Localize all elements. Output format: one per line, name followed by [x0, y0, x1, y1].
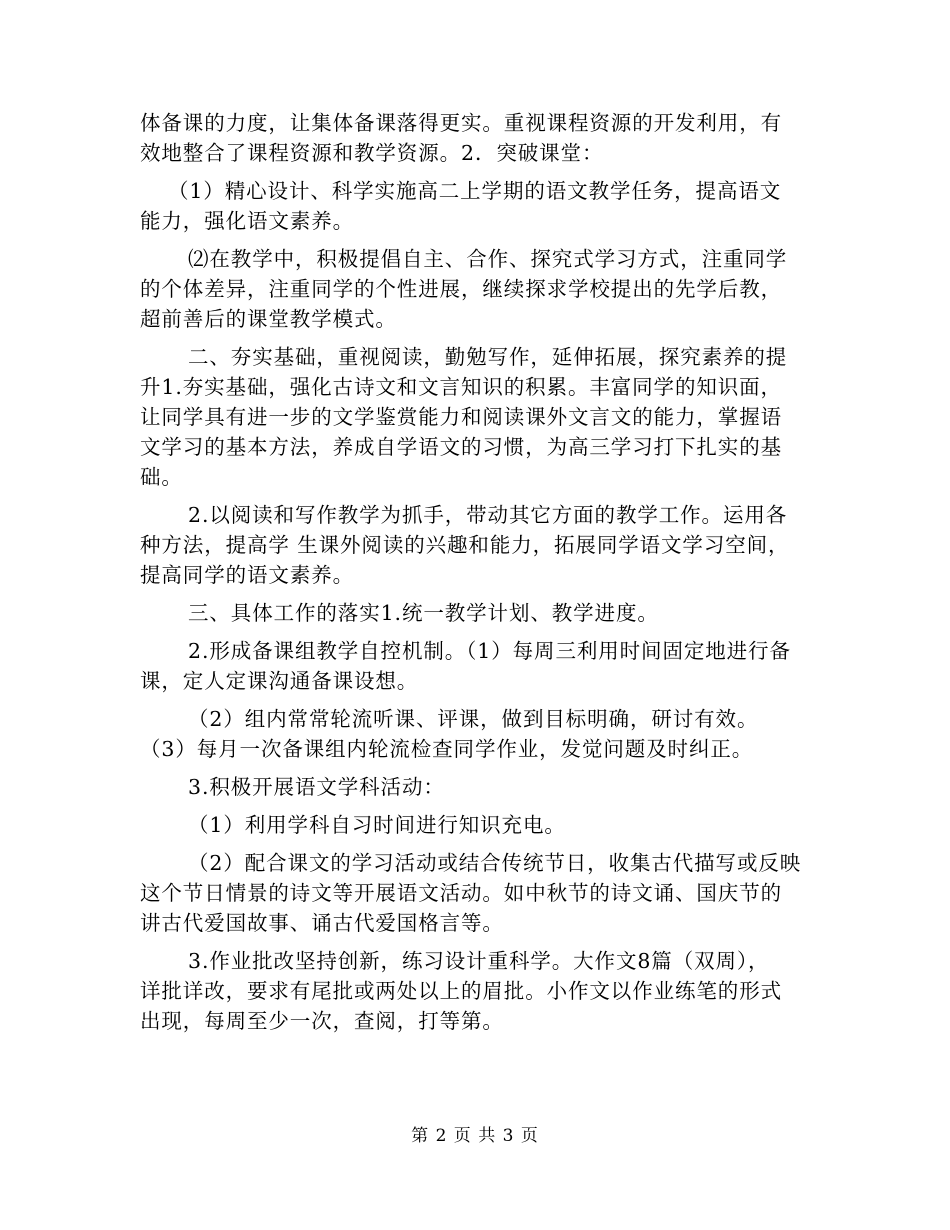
- page-number-label: 第 2 页 共 3 页: [411, 1126, 539, 1146]
- page-footer: [0, 1124, 950, 1148]
- body-line: 2.以阅读和写作教学为抓手，带动其它方面的教学工作。运用各: [188, 503, 788, 527]
- body-line: 的个体差异，注重同学的个性进展，继续探求学校提出的先学后教，: [140, 277, 782, 301]
- body-line: 体备课的力度，让集体备课落得更实。重视课程资源的开发利用，有: [140, 111, 782, 135]
- body-line: 超前善后的课堂教学模式。: [140, 307, 397, 331]
- body-line: 3.积极开展语文学科活动：: [188, 775, 445, 799]
- body-line: （3）每月一次备课组内轮流检查同学作业，发觉问题及时纠正。: [140, 737, 754, 761]
- body-line: 三、具体工作的落实1.统一教学计划、教学进度。: [188, 601, 659, 625]
- body-line: 出现，每周至少一次，查阅，打等第。: [140, 1009, 504, 1033]
- body-line: 这个节日情景的诗文等开展语文活动。如中秋节的诗文诵、国庆节的: [140, 881, 782, 905]
- body-line: 效地整合了课程资源和教学资源。2．突破课堂：: [140, 141, 604, 165]
- body-line: 能力，强化语文素养。: [140, 209, 354, 233]
- body-line: 础。: [140, 465, 183, 489]
- body-line: ⑵在教学中，积极提倡自主、合作、探究式学习方式，注重同学: [188, 247, 788, 271]
- body-line: 二、夯实基础，重视阅读，勤勉写作，延伸拓展，探究素养的提: [188, 345, 788, 369]
- body-line: 2.形成备课组教学自控机制。（1）每周三利用时间固定地进行备: [188, 639, 791, 663]
- body-line: 详批详改，要求有尾批或两处以上的眉批。小作文以作业练笔的形式: [140, 979, 782, 1003]
- body-line: （1）精心设计、科学实施高二上学期的语文教学任务，提高语文: [168, 179, 782, 203]
- body-line: （1）利用学科自习时间进行知识充电。: [188, 813, 566, 837]
- body-line: （2）组内常常轮流听课、评课，做到目标明确，研讨有效。: [188, 707, 759, 731]
- body-line: （2）配合课文的学习活动或结合传统节日，收集古代描写或反映: [188, 851, 802, 875]
- body-line: 文学习的基本方法，养成自学语文的习惯，为高三学习打下扎实的基: [140, 435, 782, 459]
- body-line: 让同学具有进一步的文学鉴赏能力和阅读课外文言文的能力，掌握语: [140, 405, 782, 429]
- body-line: 升1.夯实基础，强化古诗文和文言知识的积累。丰富同学的知识面，: [140, 375, 782, 399]
- body-line: 种方法，提高学 生课外阅读的兴趣和能力，拓展同学语文学习空间，: [140, 533, 790, 557]
- body-line: 课，定人定课沟通备课设想。: [140, 669, 419, 693]
- body-line: 提高同学的语文素养。: [140, 563, 354, 587]
- document-body: [140, 108, 815, 1036]
- body-line: 3.作业批改坚持创新，练习设计重科学。大作文8篇（双周），: [188, 949, 770, 973]
- body-line: 讲古代爱国故事、诵古代爱国格言等。: [140, 911, 504, 935]
